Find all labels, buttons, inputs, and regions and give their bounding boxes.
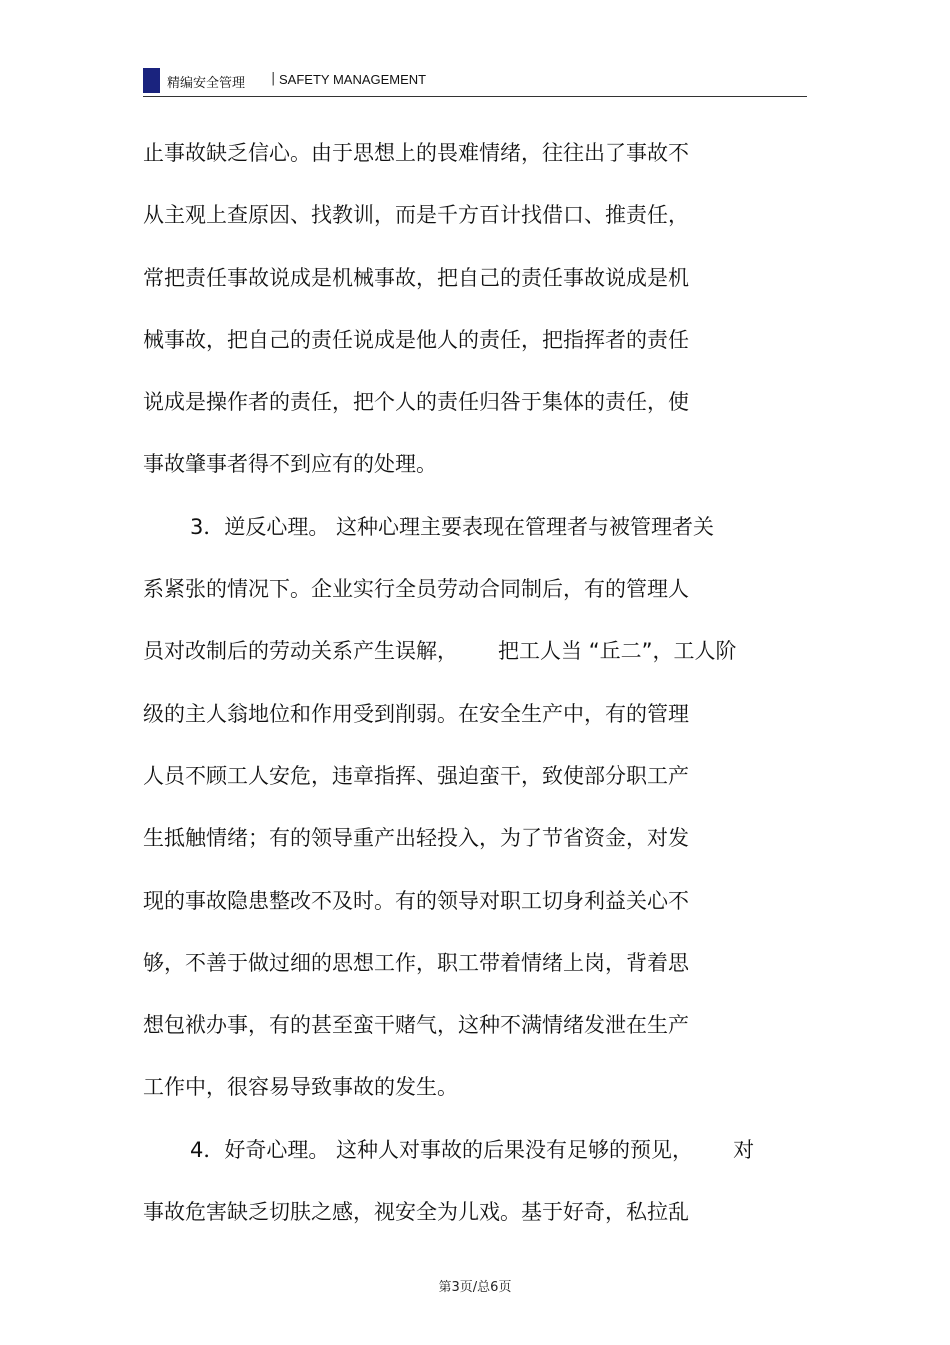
header-separator: | (271, 71, 276, 86)
text-line: 系紧张的情况下。企业实行全员劳动合同制后，有的管理人 (143, 577, 689, 602)
text-line: 现的事故隐患整改不及时。有的领导对职工切身利益关心不 (143, 888, 689, 913)
text-line: 说成是操作者的责任，把个人的责任归咎于集体的责任，使 (143, 390, 689, 415)
page-header (143, 66, 807, 97)
paragraph-start-line: 4．好奇心理。 这种人对事故的后果没有足够的预见， 对 (190, 1137, 755, 1162)
text-line: 止事故缺乏信心。由于思想上的畏难情绪，往往出了事故不 (143, 141, 689, 165)
text-line: 常把责任事故说成是机械事故，把自己的责任事故说成是机 (143, 265, 689, 290)
header-brand-en: SAFETY MANAGEMENT (279, 72, 427, 87)
text-line: 事故危害缺乏切肤之感，视安全为儿戏。基于好奇，私拉乱 (143, 1200, 689, 1225)
text-line: 级的主人翁地位和作用受到削弱。在安全生产中，有的管理 (143, 701, 689, 726)
text-line: 工作中，很容易导致事故的发生。 (143, 1075, 458, 1100)
document-body (143, 130, 823, 1251)
text-line: 从主观上查原因、找教训，而是千方百计找借口、推责任， (143, 203, 689, 228)
text-line: 想包袱办事，有的甚至蛮干赌气，这种不满情绪发泄在生产 (143, 1013, 689, 1038)
text-line: 械事故，把自己的责任说成是他人的责任，把指挥者的责任 (143, 327, 689, 352)
text-line: 人员不顾工人安危，违章指挥、强迫蛮干，致使部分职工产 (143, 763, 689, 788)
page-number: 第3页/总6页 (438, 1280, 512, 1295)
text-line: 生抵触情绪；有的领导重产出轻投入，为了节省资金，对发 (143, 826, 689, 851)
text-line: 员对改制后的劳动关系产生误解， 把工人当 “丘二”，工人阶 (143, 639, 737, 664)
text-line: 够，不善于做过细的思想工作，职工带着情绪上岗，背着思 (143, 950, 689, 975)
text-line: 事故肇事者得不到应有的处理。 (143, 452, 437, 477)
paragraph-start-line: 3．逆反心理。 这种心理主要表现在管理者与被管理者关 (190, 514, 715, 539)
header-brand-cn: 精编安全管理 (167, 76, 246, 91)
logo-icon (143, 68, 160, 93)
